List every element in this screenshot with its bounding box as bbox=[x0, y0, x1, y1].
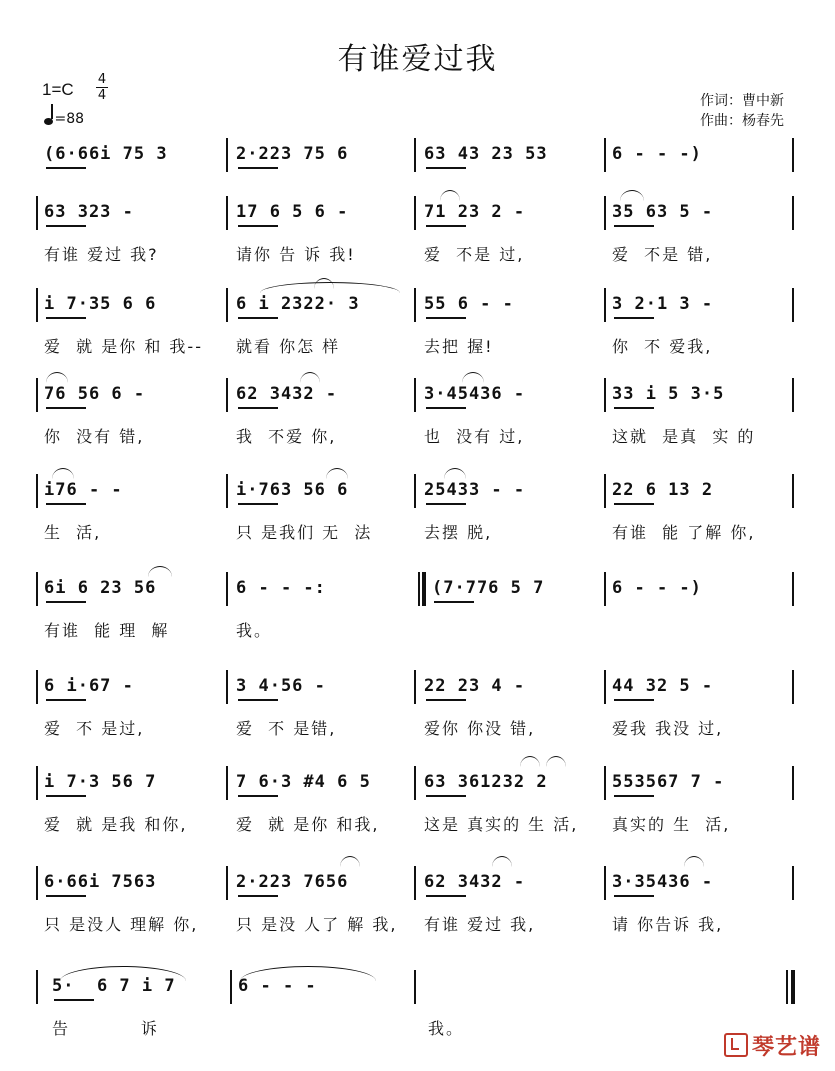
barline bbox=[36, 378, 38, 412]
barline bbox=[226, 474, 228, 508]
rhythm-underline bbox=[426, 167, 466, 169]
barline bbox=[36, 866, 38, 900]
lyric-line: 有谁 爱过 我? bbox=[44, 245, 159, 264]
repeat-barline-thick bbox=[422, 572, 426, 606]
barline bbox=[604, 670, 606, 704]
barline bbox=[414, 970, 416, 1004]
barline bbox=[792, 866, 794, 900]
note-stem-icon bbox=[51, 104, 53, 119]
rhythm-underline bbox=[238, 225, 278, 227]
barline bbox=[36, 970, 38, 1004]
lyric-line: 只 是我们 无 法 bbox=[236, 523, 373, 542]
score-system bbox=[0, 972, 835, 1068]
lyric-line: 爱 不是 过, bbox=[424, 245, 525, 264]
rhythm-underline bbox=[46, 407, 86, 409]
repeat-barline bbox=[418, 572, 420, 606]
measure-notes: 71 23 2 - bbox=[424, 202, 526, 222]
measure-notes: 63 361232 2 bbox=[424, 772, 548, 792]
score-system bbox=[0, 290, 835, 386]
barline bbox=[36, 474, 38, 508]
measure-notes: 62 3432 - bbox=[236, 384, 338, 404]
lyric-line: 只 是没人 理解 你, bbox=[44, 915, 199, 934]
rhythm-underline bbox=[614, 699, 654, 701]
rhythm-underline bbox=[46, 601, 86, 603]
barline bbox=[230, 970, 232, 1004]
measure-notes: 2·223 7656 bbox=[236, 872, 349, 892]
composer-credit: 作曲：杨春先 bbox=[700, 113, 784, 129]
score-system bbox=[0, 768, 835, 864]
final-barline-thick bbox=[791, 970, 795, 1004]
barline bbox=[414, 474, 416, 508]
lyric-line: 这是 真实的 生 活, bbox=[424, 815, 579, 834]
measure-notes: i 7·35 6 6 bbox=[44, 294, 157, 314]
barline bbox=[604, 766, 606, 800]
quarter-note-icon bbox=[44, 118, 53, 125]
rhythm-underline bbox=[426, 503, 466, 505]
measure-notes: 6i 6 23 56 bbox=[44, 578, 157, 598]
rhythm-underline bbox=[238, 795, 278, 797]
lyric-line: 告 诉 bbox=[52, 1019, 159, 1038]
lyric-line: 爱 就 是你 和我, bbox=[236, 815, 380, 834]
measure-notes: (7·776 5 7 bbox=[432, 578, 545, 598]
barline bbox=[604, 196, 606, 230]
measure-notes: 33 i 5 3·5 bbox=[612, 384, 725, 404]
rhythm-underline bbox=[46, 503, 86, 505]
rhythm-underline bbox=[614, 795, 654, 797]
rhythm-underline bbox=[46, 225, 86, 227]
measure-notes: 6 - - -) bbox=[612, 144, 702, 164]
lyric-line: 去把 握! bbox=[424, 337, 494, 356]
barline bbox=[604, 474, 606, 508]
measure-notes: 22 23 4 - bbox=[424, 676, 526, 696]
measure-notes: 63 323 - bbox=[44, 202, 134, 222]
barline bbox=[792, 474, 794, 508]
rhythm-underline bbox=[238, 503, 278, 505]
barline bbox=[604, 572, 606, 606]
measure-notes: 44 32 5 - bbox=[612, 676, 714, 696]
barline bbox=[414, 378, 416, 412]
lyric-line: 请 你告诉 我, bbox=[612, 915, 724, 934]
barline bbox=[36, 572, 38, 606]
measure-notes: i76 - - bbox=[44, 480, 123, 500]
measure-notes: 76 56 6 - bbox=[44, 384, 146, 404]
barline bbox=[604, 378, 606, 412]
rhythm-underline bbox=[426, 225, 466, 227]
phrase-slur bbox=[240, 966, 376, 981]
rhythm-underline bbox=[614, 407, 654, 409]
rhythm-underline bbox=[426, 895, 466, 897]
final-barline bbox=[786, 970, 788, 1004]
lyric-line: 生 活, bbox=[44, 523, 102, 542]
measure-notes: 35 63 5 - bbox=[612, 202, 714, 222]
tempo-value: =88 bbox=[54, 111, 85, 127]
measure-notes: 63 43 23 53 bbox=[424, 144, 548, 164]
site-logo bbox=[724, 1030, 821, 1061]
measure-notes: (6·66i 75 3 bbox=[44, 144, 168, 164]
measure-notes: 25433 - - bbox=[424, 480, 526, 500]
meter-top: 4 bbox=[97, 72, 107, 87]
rhythm-underline bbox=[46, 699, 86, 701]
lyric-line: 真实的 生 活, bbox=[612, 815, 731, 834]
measure-notes: 55 6 - - bbox=[424, 294, 514, 314]
barline bbox=[36, 288, 38, 322]
barline bbox=[226, 138, 228, 172]
measure-notes: 6 - - -) bbox=[612, 578, 702, 598]
lyric-line: 爱你 你没 错, bbox=[424, 719, 536, 738]
score-system bbox=[0, 672, 835, 768]
barline bbox=[604, 138, 606, 172]
lyric-line: 爱我 我没 过, bbox=[612, 719, 724, 738]
key-signature: 1=C bbox=[42, 80, 74, 99]
song-title: 有谁爱过我 bbox=[337, 42, 498, 77]
barline bbox=[36, 196, 38, 230]
lyric-line: 有谁 能 了解 你, bbox=[612, 523, 756, 542]
barline bbox=[226, 288, 228, 322]
barline bbox=[414, 138, 416, 172]
phrase-slur bbox=[60, 966, 186, 981]
measure-notes: 5· 6 7 i 7 bbox=[52, 976, 176, 996]
lyricist-credit: 作词：曹中新 bbox=[700, 93, 784, 109]
barline bbox=[226, 378, 228, 412]
rhythm-underline bbox=[434, 601, 474, 603]
lyric-line: 我 不爱 你, bbox=[236, 427, 337, 446]
barline bbox=[792, 670, 794, 704]
measure-notes: 6 i 2322· 3 bbox=[236, 294, 360, 314]
score-system bbox=[0, 380, 835, 476]
measure-notes: 22 6 13 2 bbox=[612, 480, 714, 500]
lyric-line: 你 没有 错, bbox=[44, 427, 145, 446]
rhythm-underline bbox=[426, 317, 466, 319]
measure-notes: 6 - - - bbox=[238, 976, 317, 996]
rhythm-underline bbox=[426, 407, 466, 409]
lyric-line: 你 不 爱我, bbox=[612, 337, 713, 356]
measure-notes: 6 - - -: bbox=[236, 578, 326, 598]
barline bbox=[604, 288, 606, 322]
barline bbox=[414, 866, 416, 900]
barline bbox=[414, 766, 416, 800]
rhythm-underline bbox=[238, 699, 278, 701]
rhythm-underline bbox=[426, 795, 466, 797]
rhythm-underline bbox=[614, 503, 654, 505]
measure-notes: i·763 56 6 bbox=[236, 480, 349, 500]
lyric-line: 爱 就 是我 和你, bbox=[44, 815, 188, 834]
time-signature bbox=[96, 72, 108, 103]
measure-notes: 17 6 5 6 - bbox=[236, 202, 349, 222]
lyric-line: 爱 就 是你 和 我-- bbox=[44, 337, 203, 356]
logo-icon bbox=[724, 1033, 748, 1057]
rhythm-underline bbox=[238, 895, 278, 897]
rhythm-underline bbox=[54, 999, 94, 1001]
barline bbox=[414, 670, 416, 704]
measure-notes: 7 6·3 #4 6 5 bbox=[236, 772, 371, 792]
barline bbox=[414, 196, 416, 230]
rhythm-underline bbox=[614, 895, 654, 897]
rhythm-underline bbox=[426, 699, 466, 701]
measure-notes: 6·66i 7563 bbox=[44, 872, 157, 892]
lyric-line: 我。 bbox=[428, 1019, 465, 1038]
barline bbox=[792, 378, 794, 412]
rhythm-underline bbox=[614, 317, 654, 319]
rhythm-underline bbox=[46, 895, 86, 897]
tempo-mark bbox=[44, 108, 84, 127]
barline bbox=[226, 866, 228, 900]
lyric-line: 请你 告 诉 我! bbox=[236, 245, 356, 264]
barline bbox=[226, 572, 228, 606]
measure-notes: 6 i·67 - bbox=[44, 676, 134, 696]
lyric-line: 爱 不 是过, bbox=[44, 719, 145, 738]
barline bbox=[226, 196, 228, 230]
measure-notes: 62 3432 - bbox=[424, 872, 526, 892]
meter-bottom: 4 bbox=[97, 88, 107, 103]
lyric-line: 爱 不 是错, bbox=[236, 719, 337, 738]
lyric-line: 就看 你怎 样 bbox=[236, 337, 341, 356]
barline bbox=[792, 138, 794, 172]
rhythm-underline bbox=[46, 795, 86, 797]
barline bbox=[226, 670, 228, 704]
lyric-line: 爱 不是 错, bbox=[612, 245, 713, 264]
score-system bbox=[0, 574, 835, 670]
rhythm-underline bbox=[238, 167, 278, 169]
rhythm-underline bbox=[614, 225, 654, 227]
measure-notes: 3 4·56 - bbox=[236, 676, 326, 696]
lyric-line: 有谁 爱过 我, bbox=[424, 915, 536, 934]
barline bbox=[226, 766, 228, 800]
score-system bbox=[0, 868, 835, 964]
score-system bbox=[0, 198, 835, 294]
lyric-line: 只 是没 人了 解 我, bbox=[236, 915, 398, 934]
lyric-line: 有谁 能 理 解 bbox=[44, 621, 170, 640]
lyric-line: 这就 是真 实 的 bbox=[612, 427, 756, 446]
rhythm-underline bbox=[46, 317, 86, 319]
measure-notes: i 7·3 56 7 bbox=[44, 772, 157, 792]
watermark-text: 琴艺谱 bbox=[751, 1035, 821, 1060]
barline bbox=[604, 866, 606, 900]
measure-notes: 2·223 75 6 bbox=[236, 144, 349, 164]
lyric-line: 我。 bbox=[236, 621, 273, 640]
measure-notes: 3 2·1 3 - bbox=[612, 294, 714, 314]
measure-notes: 3·35436 - bbox=[612, 872, 714, 892]
lyric-line: 去摆 脱, bbox=[424, 523, 493, 542]
barline bbox=[36, 670, 38, 704]
barline bbox=[36, 766, 38, 800]
rhythm-underline bbox=[46, 167, 86, 169]
rhythm-underline bbox=[238, 317, 278, 319]
barline bbox=[414, 288, 416, 322]
barline bbox=[792, 288, 794, 322]
lyric-line: 也 没有 过, bbox=[424, 427, 525, 446]
measure-notes: 3·45436 - bbox=[424, 384, 526, 404]
score-system bbox=[0, 476, 835, 572]
measure-notes: 553567 7 - bbox=[612, 772, 725, 792]
barline bbox=[792, 572, 794, 606]
rhythm-underline bbox=[238, 407, 278, 409]
barline bbox=[792, 766, 794, 800]
barline bbox=[792, 196, 794, 230]
